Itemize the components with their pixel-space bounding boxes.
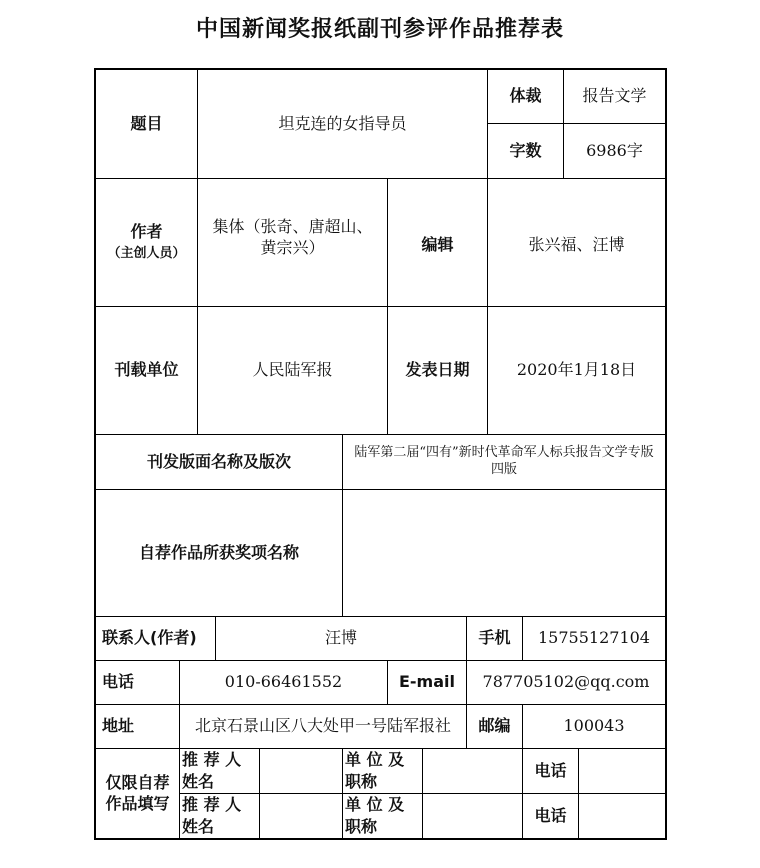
label-recommender-1-line2: 姓名 (182, 772, 215, 791)
value-recommender-2[interactable] (260, 794, 342, 838)
label-rec-phone-2: 电话 (534, 805, 567, 825)
value-phone: 010-66461552 (224, 672, 343, 692)
label-address: 地址 (102, 716, 135, 736)
value-unit-1[interactable] (423, 749, 522, 793)
label-self-only (96, 749, 179, 838)
value-page-name-line2: 四版 (490, 462, 517, 477)
label-editor: 编辑 (421, 235, 454, 254)
value-word-count: 6986字 (586, 140, 643, 160)
value-rec-phone-1[interactable] (579, 749, 665, 793)
value-editor: 张兴福、汪博 (528, 235, 625, 254)
value-author-line1: 集体（张奇、唐超山、 (212, 217, 373, 236)
label-word-count: 字数 (509, 140, 542, 160)
value-rec-phone-2[interactable] (579, 794, 665, 838)
form-title: 中国新闻奖报纸副刊参评作品推荐表 (195, 16, 564, 42)
value-publisher: 人民陆军报 (252, 360, 333, 380)
value-recommender-1[interactable] (260, 749, 342, 793)
label-recommender-1-line1: 推 荐 人 (182, 750, 242, 769)
label-self-only-line2: 作品填写 (105, 793, 170, 813)
label-recommender-2 (182, 794, 259, 838)
label-unit-2-line2: 职称 (345, 817, 378, 836)
value-awards (343, 490, 665, 616)
value-contact: 汪博 (324, 628, 357, 648)
label-unit-1-line1: 单 位 及 (345, 750, 405, 769)
label-unit-1 (345, 749, 422, 793)
value-page-name-line1: 陆军第二届“四有”新时代革命军人标兵报告文学专版 (354, 445, 654, 461)
value-mobile: 15755127104 (538, 628, 650, 648)
label-page-name: 刊发版面名称及版次 (146, 451, 291, 471)
label-publisher: 刊载单位 (114, 360, 179, 380)
label-unit-2-line1: 单 位 及 (345, 795, 405, 814)
label-author-main: 作者 (130, 221, 163, 241)
value-genre: 报告文学 (582, 86, 647, 106)
value-author (198, 179, 387, 306)
value-unit-2[interactable] (423, 794, 522, 838)
label-contact: 联系人(作者) (102, 628, 197, 648)
value-author-line2: 黄宗兴） (260, 237, 325, 257)
value-page-name (343, 435, 665, 489)
label-topic: 题目 (130, 113, 163, 133)
label-author (96, 179, 197, 306)
label-author-sub: （主创人员） (107, 246, 186, 262)
label-recommender-2-line2: 姓名 (182, 817, 215, 836)
label-awards: 自荐作品所获奖项名称 (138, 542, 299, 562)
label-mobile: 手机 (478, 628, 511, 648)
label-genre: 体裁 (509, 86, 542, 106)
value-publish-date: 2020年1月18日 (516, 360, 637, 380)
label-recommender-2-line1: 推 荐 人 (182, 795, 242, 814)
label-self-only-line1: 仅限自荐 (105, 772, 170, 792)
value-address: 北京石景山区八大处甲一号陆军报社 (194, 716, 451, 736)
label-unit-2 (345, 794, 422, 838)
value-email: 787705102@qq.com (482, 672, 650, 692)
label-unit-1-line2: 职称 (345, 772, 378, 791)
value-postcode: 100043 (563, 716, 625, 736)
label-email: E-mail (398, 672, 455, 692)
value-topic: 坦克连的女指导员 (278, 113, 407, 133)
label-postcode: 邮编 (478, 716, 511, 736)
label-phone: 电话 (102, 672, 135, 692)
label-rec-phone-1: 电话 (534, 760, 567, 780)
label-publish-date: 发表日期 (405, 360, 470, 380)
label-recommender-1 (182, 749, 259, 793)
